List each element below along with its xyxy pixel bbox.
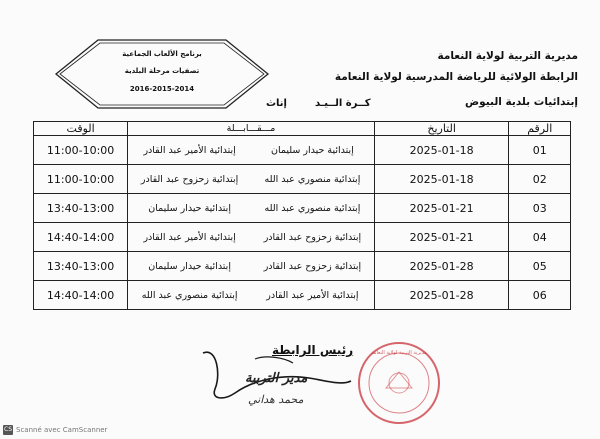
match-time: 14:40-14:00 [34,223,128,252]
header-number: الرقم [509,122,571,136]
scanner-watermark: Scanné avec CamScanner [16,426,108,434]
team-b: إبتدائية منصوري عبد الله [128,281,251,310]
sport-name: كــرة الــيـد [315,98,371,109]
stamp-text: مديرية التربية لولاية النعامة [371,350,427,356]
match-number: 02 [509,165,571,194]
team-b: إبتدائية حيدار سليمان [128,194,251,223]
match-number: 06 [509,281,571,310]
header-time: الوقت [34,122,128,136]
team-a: إبتدائية منصوري عبد الله [251,194,374,223]
header-match: مـــقـــابـــلة [128,122,375,136]
match-time: 11:00-10:00 [34,165,128,194]
header-schools: إبتدائيات بلدية البيوض [465,96,578,108]
match-time: 11:00-10:00 [34,136,128,165]
match-number: 05 [509,252,571,281]
match-date: 2025-01-21 [374,223,509,252]
team-a: إبتدائية زحزوح عبد القادر [251,252,374,281]
sport-category: إناث [266,98,287,109]
team-a: إبتدائية زحزوح عبد القادر [251,223,374,252]
team-b: إبتدائية الأمير عبد القادر [128,223,251,252]
team-a: إبتدائية منصوري عبد الله [251,165,374,194]
badge-years: 2016-2015-2014 [129,85,195,93]
team-a: إبتدائية الأمير عبد القادر [251,281,374,310]
table-row [34,136,571,165]
badge-stage: تصفيات مرحلة البلدية [124,67,200,75]
handwritten-name: محمد هداني [248,393,304,406]
header-date: التاريخ [374,122,509,136]
table-row [34,252,571,281]
match-number: 01 [509,136,571,165]
match-time: 13:40-13:00 [34,252,128,281]
handwritten-director: مدير التربية [245,371,308,386]
match-date: 2025-01-21 [374,194,509,223]
team-a: إبتدائية حيدار سليمان [251,136,374,165]
match-time: 13:40-13:00 [34,194,128,223]
match-date: 2025-01-18 [374,136,509,165]
header-directorate: مديرية التربية لولاية النعامة [437,50,578,62]
match-date: 2025-01-28 [374,252,509,281]
table-row [34,223,571,252]
match-number: 03 [509,194,571,223]
table-header-row [34,122,571,136]
match-number: 04 [509,223,571,252]
team-b: إبتدائية حيدار سليمان [128,252,251,281]
table-row [34,194,571,223]
table-row [34,281,571,310]
header-league: الرابطة الولائية للرياضة المدرسية لولاية النعامة [334,71,578,83]
table-row [34,165,571,194]
match-date: 2025-01-18 [374,165,509,194]
match-date: 2025-01-28 [374,281,509,310]
team-b: إبتدائية الأمير عبد القادر [128,136,251,165]
match-time: 14:40-14:00 [34,281,128,310]
camscanner-icon: CS [4,426,12,433]
league-president-title: رئيس الرابطة [272,343,354,357]
schedule-table [33,121,571,310]
badge-program: برنامج الألعاب الجماعية [122,50,202,58]
team-b: إبتدائية زحزوح عبد القادر [128,165,251,194]
